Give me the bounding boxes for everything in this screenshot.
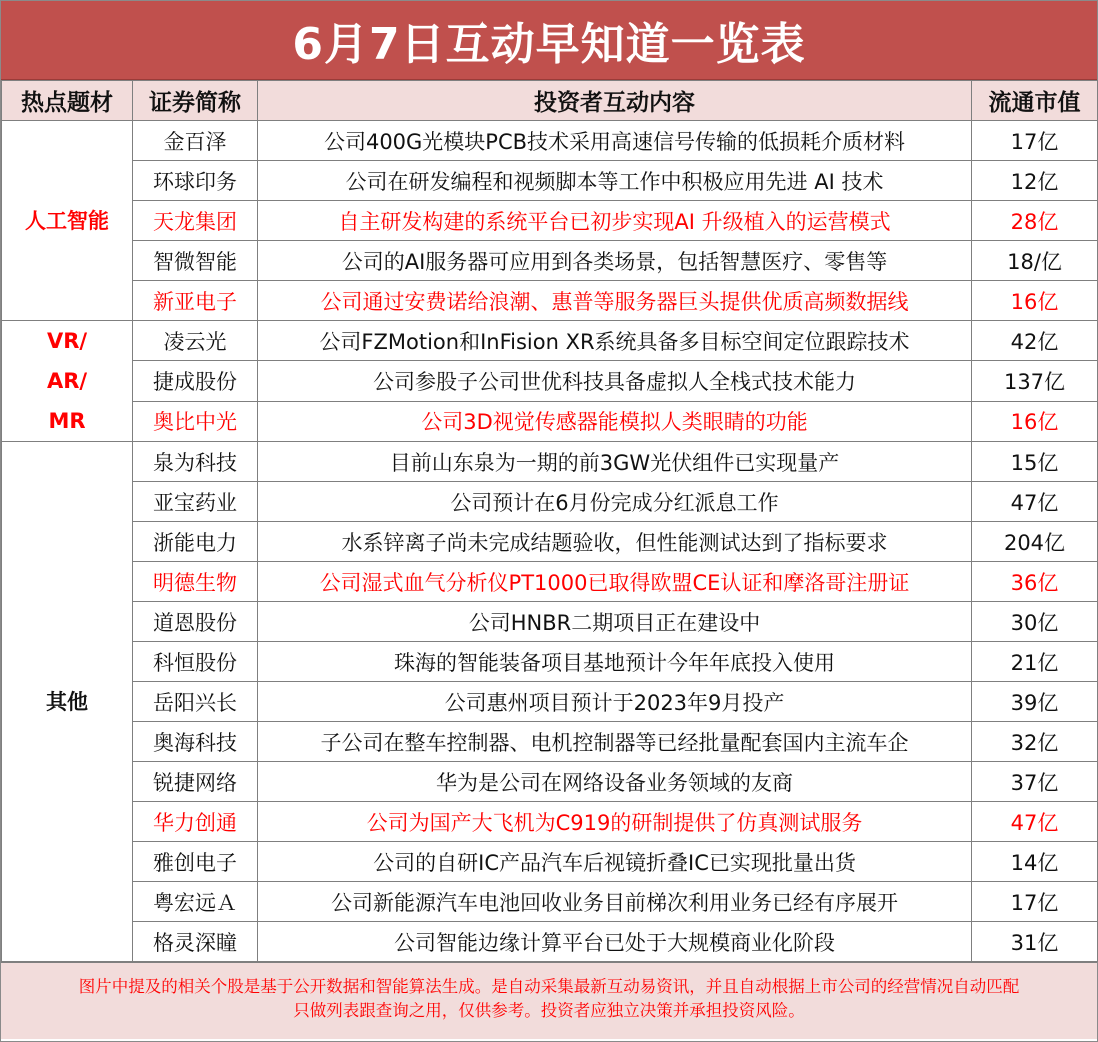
market-cap: 17亿 [972, 882, 1098, 922]
stock-name: 奥比中光 [133, 401, 258, 441]
table-row [2, 522, 1098, 562]
page-title: 6月7日互动早知道一览表 [1, 1, 1097, 80]
disclaimer-line-1: 图片中提及的相关个股是基于公开数据和智能算法生成。是自动采集最新互动易资讯，并且自动根据上市公司的经营情况自动匹配 [78, 977, 1020, 996]
category-cell: 人工智能 [2, 121, 133, 321]
table-row [2, 922, 1098, 962]
market-cap: 204亿 [972, 522, 1098, 562]
market-cap: 16亿 [972, 401, 1098, 441]
table-row [2, 842, 1098, 882]
interaction-content: 公司通过安费诺给浪潮、惠普等服务器巨头提供优质高频数据线 [258, 281, 972, 321]
stock-name: 新亚电子 [133, 281, 258, 321]
market-cap: 47亿 [972, 482, 1098, 522]
table-row [2, 442, 1098, 482]
stock-name: 奥海科技 [133, 722, 258, 762]
table-row [2, 401, 1098, 441]
market-cap: 31亿 [972, 922, 1098, 962]
market-cap: 18/亿 [972, 241, 1098, 281]
interaction-content: 公司为国产大飞机为C919的研制提供了仿真测试服务 [258, 802, 972, 842]
stock-name: 岳阳兴长 [133, 682, 258, 722]
table-row [2, 802, 1098, 842]
table-row [2, 281, 1098, 321]
table-row [2, 722, 1098, 762]
market-cap: 39亿 [972, 682, 1098, 722]
stock-name: 科恒股份 [133, 642, 258, 682]
market-cap: 30亿 [972, 602, 1098, 642]
interaction-content: 公司的自研IC产品汽车后视镜折叠IC已实现批量出货 [258, 842, 972, 882]
stock-name: 亚宝药业 [133, 482, 258, 522]
market-cap: 32亿 [972, 722, 1098, 762]
market-cap: 47亿 [972, 802, 1098, 842]
category-cell: 其他 [2, 442, 133, 962]
market-cap: 28亿 [972, 201, 1098, 241]
interaction-content: 华为是公司在网络设备业务领域的友商 [258, 762, 972, 802]
interaction-content: 自主研发构建的系统平台已初步实现AI 升级植入的运营模式 [258, 201, 972, 241]
interaction-content: 公司预计在6月份完成分红派息工作 [258, 482, 972, 522]
table-row [2, 882, 1098, 922]
stock-name: 格灵深瞳 [133, 922, 258, 962]
market-cap: 37亿 [972, 762, 1098, 802]
table-body [2, 121, 1098, 962]
header-name: 证券简称 [133, 81, 258, 121]
interaction-content: 公司的AI服务器可应用到各类场景，包括智慧医疗、零售等 [258, 241, 972, 281]
stock-name: 凌云光 [133, 321, 258, 361]
category-cell: VR/ AR/ MR [2, 321, 133, 442]
interaction-content: 水系锌离子尚未完成结题验收，但性能测试达到了指标要求 [258, 522, 972, 562]
header-topic: 热点题材 [2, 81, 133, 121]
interaction-content: 公司HNBR二期项目正在建设中 [258, 602, 972, 642]
table-row [2, 762, 1098, 802]
header-cap: 流通市值 [972, 81, 1098, 121]
interaction-content: 公司参股子公司世优科技具备虚拟人全栈式技术能力 [258, 361, 972, 401]
stock-name: 道恩股份 [133, 602, 258, 642]
interaction-content: 公司FZMotion和InFision XR系统具备多目标空间定位跟踪技术 [258, 321, 972, 361]
stock-name: 华力创通 [133, 802, 258, 842]
header-content: 投资者互动内容 [258, 81, 972, 121]
interaction-content: 珠海的智能装备项目基地预计今年年底投入使用 [258, 642, 972, 682]
market-cap: 137亿 [972, 361, 1098, 401]
stock-name: 泉为科技 [133, 442, 258, 482]
stock-name: 智微智能 [133, 241, 258, 281]
stock-name: 浙能电力 [133, 522, 258, 562]
table-row [2, 482, 1098, 522]
stock-name: 雅创电子 [133, 842, 258, 882]
stock-name: 天龙集团 [133, 201, 258, 241]
stock-name: 明德生物 [133, 562, 258, 602]
table-row [2, 562, 1098, 602]
market-cap: 21亿 [972, 642, 1098, 682]
table-row [2, 642, 1098, 682]
market-cap: 12亿 [972, 161, 1098, 201]
interaction-table [1, 80, 1098, 962]
interaction-content: 公司在研发编程和视频脚本等工作中积极应用先进 AI 技术 [258, 161, 972, 201]
table-row [2, 682, 1098, 722]
table-row [2, 361, 1098, 401]
market-cap: 16亿 [972, 281, 1098, 321]
stock-name: 捷成股份 [133, 361, 258, 401]
interaction-content: 公司400G光模块PCB技术采用高速信号传输的低损耗介质材料 [258, 121, 972, 161]
stock-name: 金百泽 [133, 121, 258, 161]
interaction-content: 公司智能边缘计算平台已处于大规模商业化阶段 [258, 922, 972, 962]
interaction-content: 公司湿式血气分析仪PT1000已取得欧盟CE认证和摩洛哥注册证 [258, 562, 972, 602]
interaction-content: 子公司在整车控制器、电机控制器等已经批量配套国内主流车企 [258, 722, 972, 762]
market-cap: 36亿 [972, 562, 1098, 602]
table-row [2, 321, 1098, 361]
market-cap: 14亿 [972, 842, 1098, 882]
interaction-content: 公司新能源汽车电池回收业务目前梯次利用业务已经有序展开 [258, 882, 972, 922]
disclaimer [1, 962, 1097, 1039]
table-row [2, 602, 1098, 642]
table-row [2, 241, 1098, 281]
interaction-content: 公司惠州项目预计于2023年9月投产 [258, 682, 972, 722]
stock-name: 粤宏远Ａ [133, 882, 258, 922]
interaction-content: 目前山东泉为一期的前3GW光伏组件已实现量产 [258, 442, 972, 482]
stock-name: 锐捷网络 [133, 762, 258, 802]
market-cap: 15亿 [972, 442, 1098, 482]
stock-name: 环球印务 [133, 161, 258, 201]
table-row [2, 201, 1098, 241]
market-cap: 42亿 [972, 321, 1098, 361]
interaction-content: 公司3D视觉传感器能模拟人类眼睛的功能 [258, 401, 972, 441]
table-row [2, 121, 1098, 161]
market-cap: 17亿 [972, 121, 1098, 161]
table-row [2, 161, 1098, 201]
disclaimer-line-2: 只做列表跟查询之用，仅供参考。投资者应独立决策并承担投资风险。 [293, 1001, 805, 1020]
table-header-row [2, 81, 1098, 121]
